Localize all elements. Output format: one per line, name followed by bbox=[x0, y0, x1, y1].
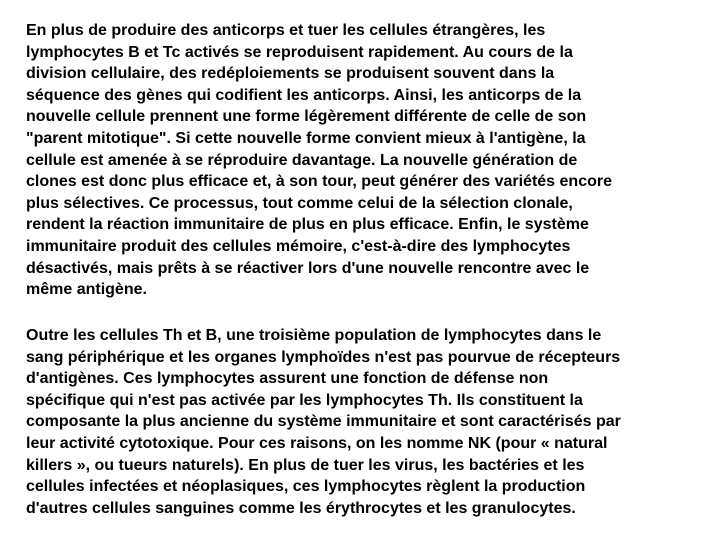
text-line: spécifique qui n'est pas activée par les lymphocytes Th. Ils constituent la bbox=[26, 391, 583, 409]
text-line: lymphocytes B et Tc activés se reproduisent rapidement. Au cours de la bbox=[26, 43, 573, 61]
text-line: "parent mitotique". Si cette nouvelle forme convient mieux à l'antigène, la bbox=[26, 129, 586, 147]
text-line: cellules infectées et néoplasiques, ces lymphocytes règlent la production bbox=[26, 478, 586, 496]
text-line: nouvelle cellule prennent une forme légèrement différente de celle de son bbox=[26, 108, 587, 126]
text-line: plus sélectives. Ce processus, tout comme celui de la sélection clonale, bbox=[26, 194, 573, 212]
text-line: d'antigènes. Ces lymphocytes assurent une fonction de défense non bbox=[26, 370, 549, 388]
text-line: clones est donc plus efficace et, à son tour, peut générer des variétés encore bbox=[26, 173, 612, 191]
text-line: sang périphérique et les organes lymphoïdes n'est pas pourvue de récepteurs bbox=[26, 348, 621, 366]
text-line: killers », ou tueurs naturels). En plus de tuer les virus, les bactéries et les bbox=[26, 456, 585, 474]
paragraph-2 bbox=[26, 325, 698, 519]
text-line: désactivés, mais prêts à se réactiver lors d'une nouvelle rencontre avec le bbox=[26, 259, 590, 277]
text-line: cellule est amenée à se réproduire davantage. La nouvelle génération de bbox=[26, 151, 578, 169]
text-line: rendent la réaction immunitaire de plus en plus efficace. Enfin, le système bbox=[26, 216, 589, 234]
text-line: En plus de produire des anticorps et tuer les cellules étrangères, les bbox=[26, 22, 546, 39]
text-line: Outre les cellules Th et B, une troisième population de lymphocytes dans le bbox=[26, 327, 602, 344]
text-line: séquence des gènes qui codifient les anticorps. Ainsi, les anticorps de la bbox=[26, 86, 582, 104]
text-line: division cellulaire, des redéploiements se produisent souvent dans la bbox=[26, 65, 555, 83]
text-line: immunitaire produit des cellules mémoire, c'est-à-dire des lymphocytes bbox=[26, 237, 571, 255]
text-line: leur activité cytotoxique. Pour ces raisons, on les nomme NK (pour « natural bbox=[26, 434, 608, 452]
text-line: composante la plus ancienne du système immunitaire et sont caractérisés par bbox=[26, 413, 621, 431]
text-line: même antigène. bbox=[26, 281, 147, 299]
paragraph-1 bbox=[26, 20, 698, 301]
text-line: d'autres cellules sanguines comme les érythrocytes et les granulocytes. bbox=[26, 499, 576, 517]
